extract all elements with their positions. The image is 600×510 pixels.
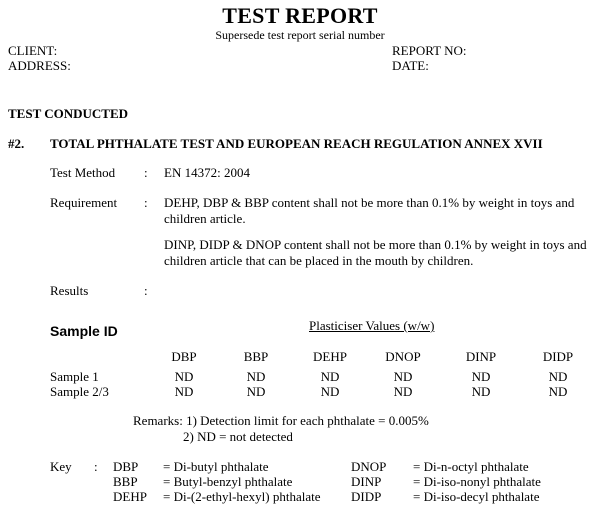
key-desc: = Di-n-octyl phthalate (413, 459, 529, 474)
key-label: Key (50, 459, 72, 474)
column-header-dehp: DEHP (313, 349, 347, 364)
table-cell: ND (246, 369, 266, 384)
address-label: ADDRESS: (8, 58, 71, 73)
table-cell: ND (393, 384, 413, 399)
remarks-line-1: Remarks: 1) Detection limit for each phthalate = 0.005% (133, 413, 429, 428)
table-cell: ND (548, 384, 568, 399)
table-cell: ND (320, 384, 340, 399)
table-cell: ND (471, 369, 491, 384)
table-cell: ND (471, 384, 491, 399)
key-abbr: DEHP (113, 489, 147, 504)
report-no-label: REPORT NO: (392, 43, 467, 58)
test-method-colon: : (144, 165, 148, 180)
column-header-dinp: DINP (465, 349, 497, 364)
key-desc: = Di-iso-nonyl phthalate (413, 474, 541, 489)
results-label: Results (50, 283, 89, 298)
key-desc: = Di-(2-ethyl-hexyl) phthalate (163, 489, 321, 504)
table-cell: ND (393, 369, 413, 384)
requirement-label: Requirement (50, 195, 118, 210)
column-header-didp: DIDP (542, 349, 574, 364)
requirement-paragraph-1: DEHP, DBP & BBP content shall not be more than 0.1% by weight in toys and children article. (164, 195, 575, 226)
key-desc: = Di-iso-decyl phthalate (413, 489, 540, 504)
table-cell: ND (320, 369, 340, 384)
key-abbr: DINP (351, 474, 382, 489)
section-number: #2. (8, 136, 25, 151)
column-header-dnop: DNOP (385, 349, 421, 364)
key-abbr: DNOP (351, 459, 387, 474)
report-title: TEST REPORT (222, 3, 378, 28)
key-colon: : (94, 459, 98, 474)
client-label: CLIENT: (8, 43, 58, 58)
requirement-paragraph-2: DINP, DIDP & DNOP content shall not be more than 0.1% by weight in toys and children article that can be placed in the mouth by children. (164, 237, 587, 268)
key-abbr: DBP (113, 459, 139, 474)
requirement-colon: : (144, 195, 148, 210)
key-desc: = Di-butyl phthalate (163, 459, 269, 474)
section-title: TOTAL PHTHALATE TEST AND EUROPEAN REACH REGULATION ANNEX XVII (50, 136, 543, 151)
key-abbr: DIDP (351, 489, 382, 504)
table-cell: ND (548, 369, 568, 384)
column-header-bbp: BBP (243, 349, 269, 364)
row-sample-id: Sample 2/3 (50, 384, 109, 399)
column-header-dbp: DBP (171, 349, 197, 364)
plasticiser-values-heading: Plasticiser Values (w/w) (309, 318, 435, 333)
sample-id-heading: Sample ID (50, 323, 118, 339)
results-colon: : (144, 283, 148, 298)
table-cell: ND (174, 369, 194, 384)
date-label: DATE: (392, 58, 429, 73)
key-abbr: BBP (113, 474, 138, 489)
row-sample-id: Sample 1 (50, 369, 99, 384)
key-desc: = Butyl-benzyl phthalate (163, 474, 293, 489)
table-cell: ND (174, 384, 194, 399)
report-subtitle: Supersede test report serial number (215, 28, 385, 42)
test-method-label: Test Method (50, 165, 116, 180)
test-method-value: EN 14372: 2004 (164, 165, 250, 180)
section-heading: TEST CONDUCTED (8, 106, 129, 121)
table-cell: ND (246, 384, 266, 399)
remarks-line-2: 2) ND = not detected (183, 429, 293, 444)
